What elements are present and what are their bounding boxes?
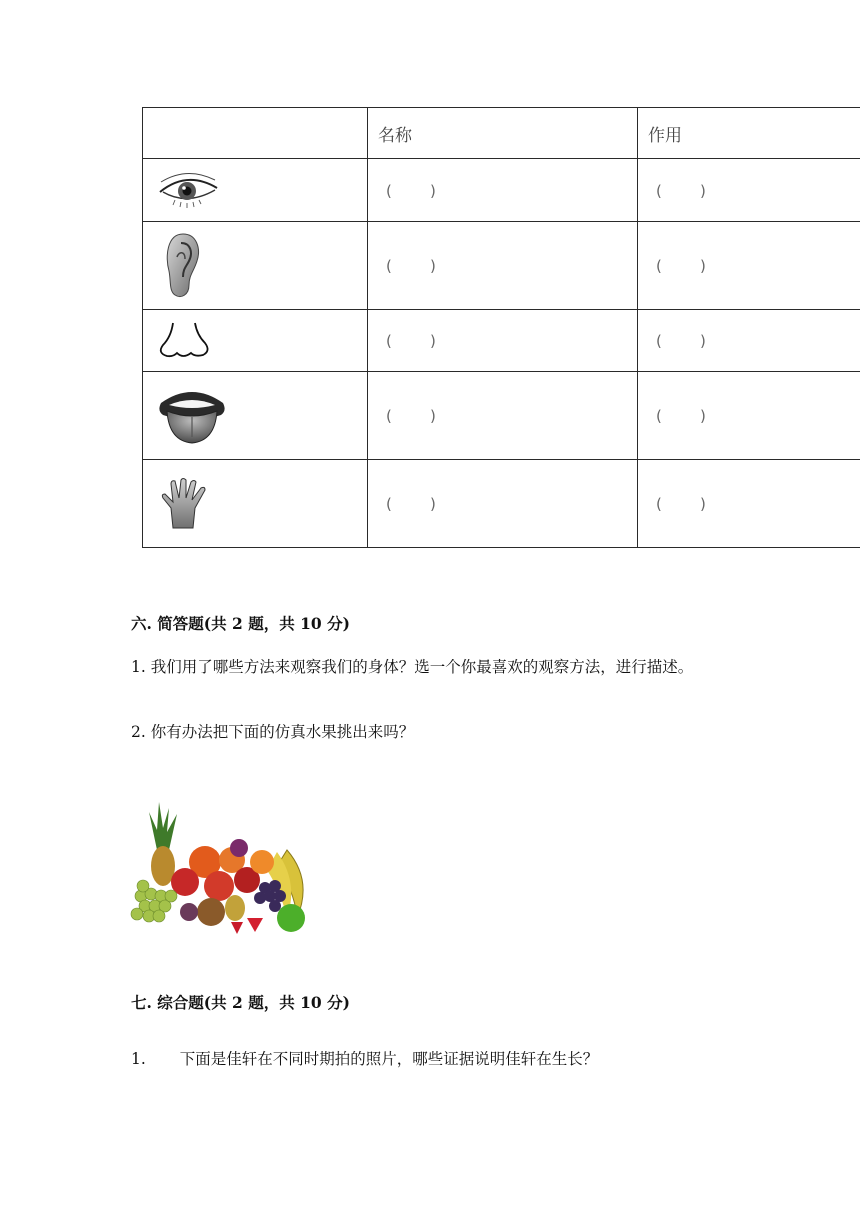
- name-cell: [368, 372, 638, 460]
- use-blank: ( ): [656, 257, 706, 275]
- name-blank: ( ): [386, 181, 436, 200]
- sense-organ-table: [142, 107, 860, 548]
- name-cell: [368, 222, 638, 310]
- use-cell: [638, 159, 860, 222]
- name-blank: ( ): [386, 407, 436, 425]
- use-cell: [638, 460, 860, 548]
- use-blank: ( ): [656, 181, 706, 200]
- question-number: 1.: [131, 1050, 146, 1068]
- use-blank: ( ): [656, 495, 706, 513]
- use-cell: [638, 372, 860, 460]
- table-header-row: [143, 108, 860, 159]
- ear-icon: [143, 222, 368, 310]
- section6-heading: 六. 简答题(共 2 题，共 10 分): [131, 614, 350, 633]
- header-use-label: 作用: [648, 125, 682, 146]
- use-cell: [638, 222, 860, 310]
- tongue-icon: [143, 372, 368, 460]
- section6-question-1: 1. 我们用了哪些方法来观察我们的身体？选一个你最喜欢的观察方法，进行描述。: [131, 658, 694, 676]
- section6-question-2: 2. 你有办法把下面的仿真水果挑出来吗？: [131, 723, 415, 741]
- name-cell: [368, 159, 638, 222]
- header-blank-cell: [143, 108, 368, 159]
- use-blank: ( ): [656, 407, 706, 425]
- question-text: 下面是佳轩在不同时期拍的照片，哪些证据说明佳轩在生长？: [179, 1050, 599, 1068]
- section7-heading: 七. 综合题(共 2 题，共 10 分): [131, 993, 350, 1012]
- name-blank: ( ): [386, 257, 436, 275]
- table-row: [143, 222, 860, 310]
- table-row: [143, 310, 860, 372]
- table-row: [143, 159, 860, 222]
- name-blank: ( ): [386, 332, 436, 350]
- header-name-cell: [368, 108, 638, 159]
- table-row: [143, 460, 860, 548]
- header-use-cell: [638, 108, 860, 159]
- section7-question-1: [131, 1047, 751, 1071]
- use-blank: ( ): [656, 332, 706, 350]
- name-cell: [368, 460, 638, 548]
- fruit-basket-picture: [127, 800, 313, 936]
- name-blank: ( ): [386, 495, 436, 513]
- header-name-label: 名称: [378, 125, 412, 146]
- table-row: [143, 372, 860, 460]
- hand-icon: [143, 460, 368, 548]
- use-cell: [638, 310, 860, 372]
- nose-icon: [143, 310, 368, 372]
- eye-icon: [143, 159, 368, 222]
- name-cell: [368, 310, 638, 372]
